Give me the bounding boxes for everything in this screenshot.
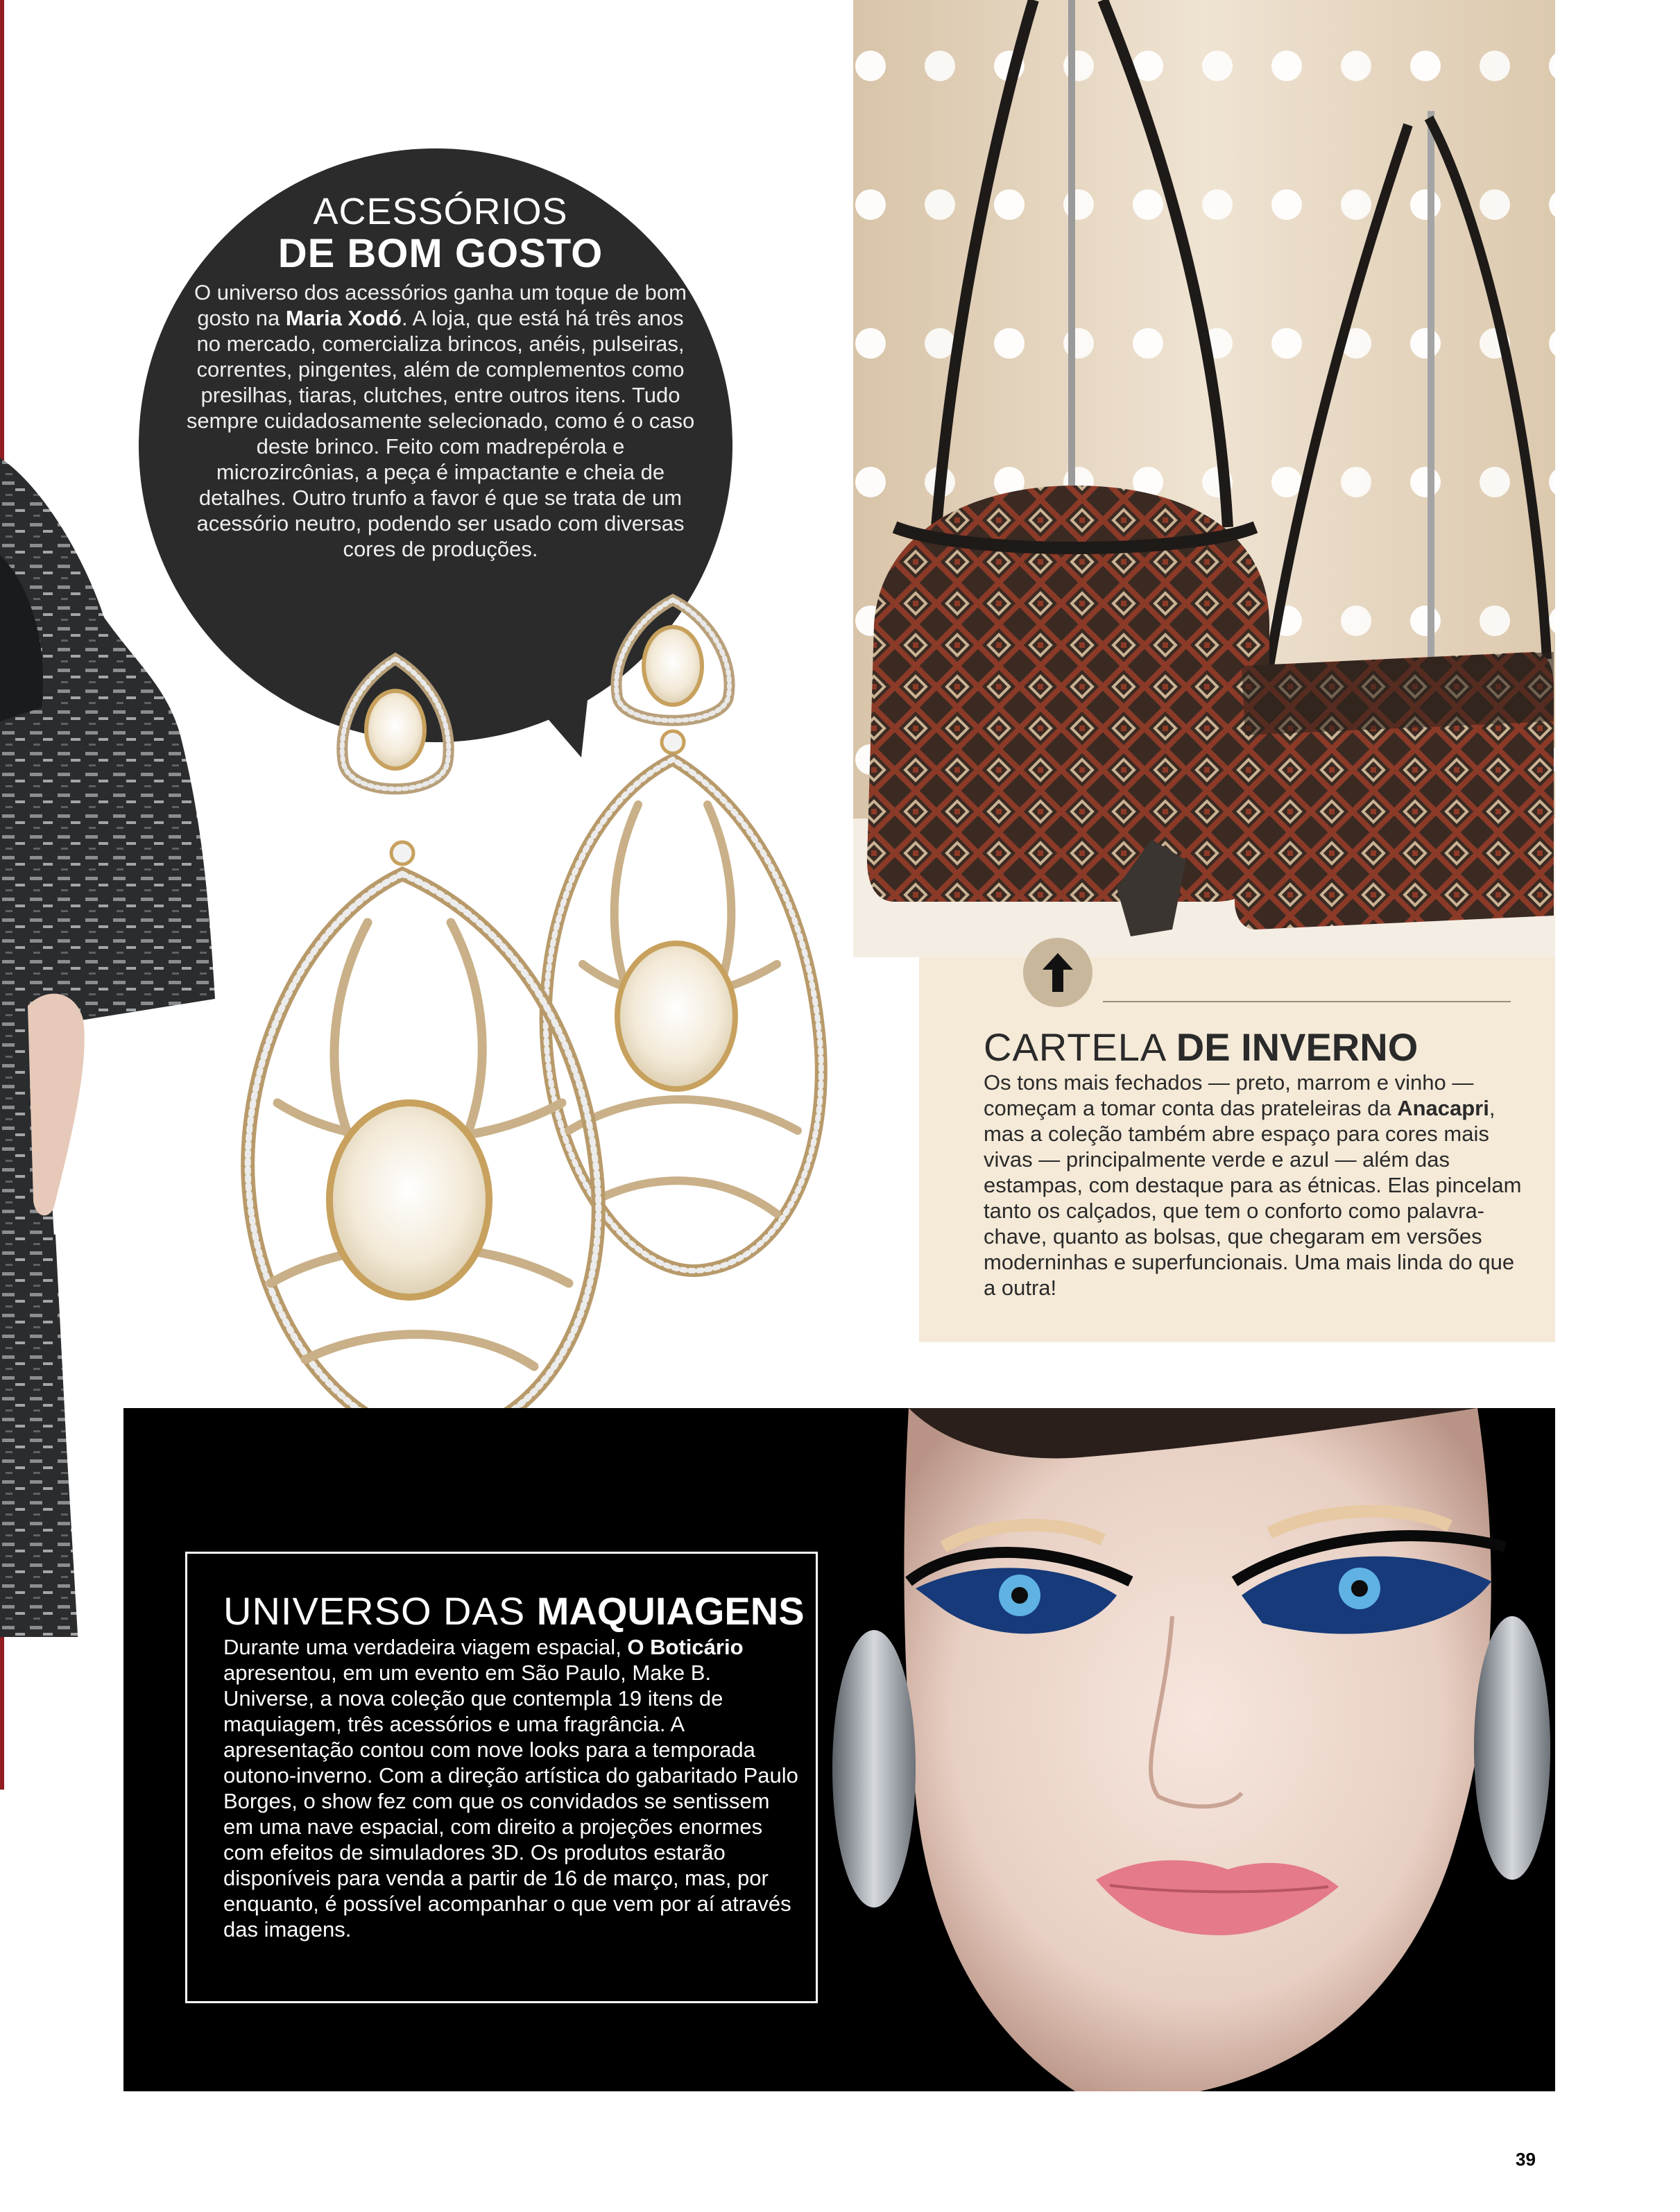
up-arrow-icon — [1023, 938, 1092, 1007]
page-number: 39 — [1516, 2149, 1536, 2170]
cartela-title — [984, 1025, 1525, 1070]
cartela-body-start: Os tons mais fechados — preto, marrom e vinho — começam a tomar conta das prateleiras da — [984, 1070, 1474, 1120]
bubble-body-start: O universo dos acessórios ganha um toque de bom gosto na — [194, 280, 687, 330]
cartela-text-block — [984, 1025, 1525, 1301]
makeup-title-bold: MAQUIAGENS — [536, 1589, 805, 1633]
makeup-body-end: apresentou, em um evento em São Paulo, Make B. Universe, a nova coleção que contempla 19 itens de maquiagem, três acessórios e uma fragrância. A apresentação contou com nove looks para a temporada outono-inverno. Com a direção artística do gabaritado Paulo Borges, o show fez com que os convidados se sentissem em uma nave espacial, com direito a projeções enormes com efeitos de simuladores 3D. Os produtos estarão disponíveis para venda a partir de 16 de março, mas, por enquanto, é possível acompanhar o que vem por aí através das imagens. — [223, 1661, 798, 1941]
makeup-body-start: Durante uma verdadeira viagem espacial, — [223, 1635, 628, 1659]
cartela-body — [984, 1070, 1525, 1301]
handbags-photo — [853, 0, 1555, 957]
makeup-title — [223, 1588, 805, 1634]
bubble-body — [184, 280, 697, 562]
bubble-title-light: ACESSÓRIOS — [313, 191, 568, 232]
bubble-body-end: . A loja, que está há três anos no mercado, comercializa brincos, anéis, pulseiras, correntes, pingentes, além de complementos como presilhas, tiaras, clutches, entre outros itens. Tudo sempre cuidadosamente selecionado, como é o caso deste brinco. Feito com madrepérola e microzircônias, a peça é impactante e cheia de detalhes. Outro trunfo a favor é que se trata de um acessório neutro, podendo ser usado com diversas cores de produções. — [186, 306, 695, 561]
cartela-divider — [1103, 1001, 1511, 1002]
makeup-body — [223, 1634, 799, 1942]
makeup-text-block — [223, 1588, 805, 1942]
brand-o-boticario: O Boticário — [627, 1635, 744, 1659]
cartela-title-light: CARTELA — [984, 1025, 1176, 1069]
cartela-title-bold: DE INVERNO — [1176, 1025, 1418, 1069]
bubble-text-block — [184, 191, 697, 562]
cartela-body-end: , mas a coleção também abre espaço para cores mais vivas — principalmente verde e azul — além das estampas, com destaque para as étnicas. Elas pincelam tanto os calçados, que tem o conforto como palavra-chave, quanto as bolsas, que chegaram em versões moderninhas e superfuncionais. Uma mais linda do que a outra! — [984, 1096, 1522, 1300]
makeup-model-photo — [812, 1408, 1555, 2091]
bubble-title-bold: DE BOM GOSTO — [277, 231, 603, 276]
brand-maria-xodo: Maria Xodó — [285, 306, 402, 330]
earrings-photo — [222, 576, 860, 1498]
makeup-title-light: UNIVERSO DAS — [223, 1589, 537, 1633]
brand-anacapri: Anacapri — [1397, 1096, 1489, 1120]
